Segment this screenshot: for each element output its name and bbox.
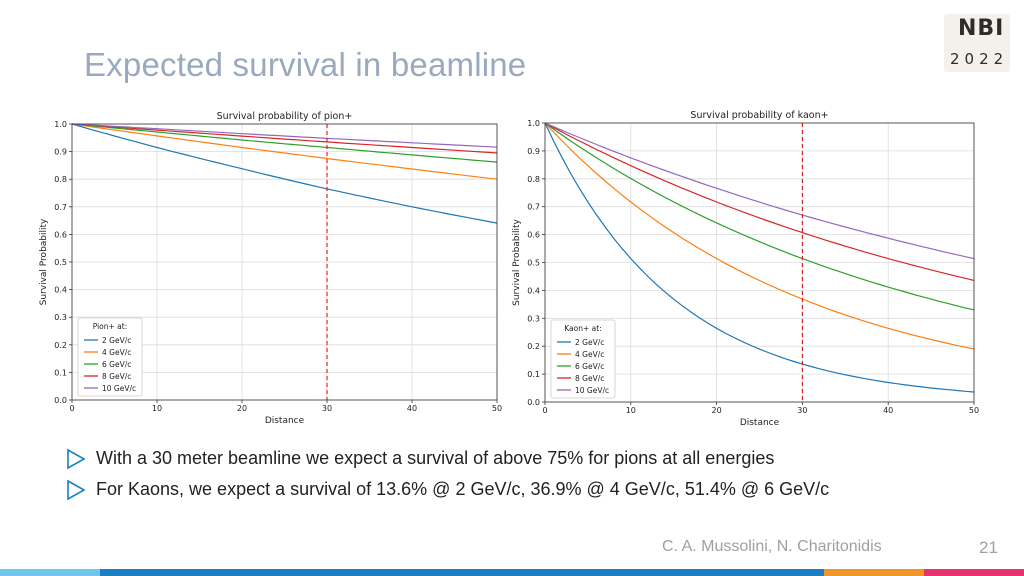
legend-entry: 10 GeV/c bbox=[575, 386, 610, 395]
footer-bar-segment bbox=[924, 569, 1024, 576]
x-tick-label: 50 bbox=[968, 406, 980, 415]
x-axis-label: Distance bbox=[739, 418, 780, 428]
y-tick-label: 0.1 bbox=[54, 368, 67, 378]
nbi-2022-logo bbox=[944, 14, 1010, 72]
y-tick-label: 0.0 bbox=[54, 396, 67, 405]
bullet-text: With a 30 meter beamline we expect a survival of above 75% for pions at all energies bbox=[96, 448, 775, 468]
x-tick-label: 0 bbox=[542, 406, 548, 415]
y-tick-label: 0.2 bbox=[527, 342, 540, 352]
legend-entry: 2 GeV/c bbox=[102, 336, 132, 345]
footer-authors: C. A. Mussolini, N. Charitonidis bbox=[662, 538, 882, 555]
x-tick-label: 40 bbox=[406, 404, 418, 413]
y-tick-label: 1.0 bbox=[54, 120, 67, 129]
x-tick-label: 0 bbox=[69, 404, 75, 413]
y-tick-label: 0.6 bbox=[527, 230, 540, 240]
y-axis-label: Survival Probability bbox=[39, 218, 49, 306]
x-tick-label: 30 bbox=[321, 404, 333, 413]
kaon-survival-chart bbox=[512, 104, 982, 430]
page-number: 21 bbox=[979, 538, 998, 557]
y-tick-label: 0.4 bbox=[527, 286, 540, 296]
footer-bar-segment bbox=[100, 569, 824, 576]
y-tick-label: 0.7 bbox=[527, 202, 540, 212]
y-tick-label: 1.0 bbox=[527, 119, 540, 128]
y-tick-label: 0.9 bbox=[54, 147, 67, 157]
y-tick-label: 0.9 bbox=[527, 146, 540, 156]
footer-bar-segment bbox=[824, 569, 924, 576]
y-tick-label: 0.8 bbox=[54, 175, 67, 185]
x-tick-label: 10 bbox=[625, 406, 636, 415]
legend-entry: 10 GeV/c bbox=[102, 384, 137, 393]
y-tick-label: 0.5 bbox=[54, 258, 67, 267]
legend-entry: 8 GeV/c bbox=[102, 372, 132, 381]
series-line-4gevc bbox=[545, 123, 974, 349]
triangle-bullet-icon bbox=[66, 478, 86, 502]
bullet-item bbox=[66, 443, 829, 474]
y-axis-label: Survival Probability bbox=[512, 219, 522, 306]
y-tick-label: 0.7 bbox=[54, 202, 67, 212]
x-tick-label: 30 bbox=[797, 406, 808, 415]
legend-entry: 6 GeV/c bbox=[575, 362, 605, 371]
chart-title: Survival probability of kaon+ bbox=[690, 110, 829, 121]
legend-entry: 4 GeV/c bbox=[575, 350, 605, 359]
bullet-text: For Kaons, we expect a survival of 13.6% @ 2 GeV/c, 36.9% @ 4 GeV/c, 51.4% @ 6 GeV/c bbox=[96, 479, 830, 499]
legend-entry: 8 GeV/c bbox=[575, 374, 605, 383]
y-tick-label: 0.1 bbox=[527, 370, 540, 380]
y-tick-label: 0.2 bbox=[54, 340, 67, 350]
legend-title: Pion+ at: bbox=[92, 322, 128, 331]
chart-title: Survival probability of pion+ bbox=[216, 111, 353, 122]
logo-text: NBI bbox=[958, 16, 1005, 41]
y-tick-label: 0.0 bbox=[527, 398, 540, 407]
y-tick-label: 0.6 bbox=[54, 230, 67, 240]
bullet-item bbox=[66, 474, 829, 505]
y-tick-label: 0.8 bbox=[527, 174, 540, 184]
x-tick-label: 40 bbox=[883, 406, 894, 415]
y-tick-label: 0.3 bbox=[54, 313, 67, 323]
triangle-bullet-icon bbox=[66, 447, 86, 471]
x-axis-label: Distance bbox=[264, 416, 305, 426]
y-tick-label: 0.3 bbox=[527, 314, 540, 324]
legend-entry: 2 GeV/c bbox=[575, 338, 605, 347]
series-line-6gevc bbox=[72, 124, 497, 162]
slide-title: Expected survival in beamline bbox=[84, 46, 527, 83]
legend-entry: 4 GeV/c bbox=[102, 348, 132, 357]
x-tick-label: 20 bbox=[236, 404, 248, 413]
series-line-8gevc bbox=[72, 124, 497, 153]
x-tick-label: 10 bbox=[151, 404, 163, 413]
y-tick-label: 0.4 bbox=[54, 285, 67, 295]
bullet-list bbox=[66, 443, 829, 505]
legend-entry: 6 GeV/c bbox=[102, 360, 132, 369]
y-tick-label: 0.5 bbox=[527, 258, 540, 268]
series-line-10gevc bbox=[545, 123, 974, 259]
legend-title: Kaon+ at: bbox=[564, 324, 602, 333]
x-tick-label: 50 bbox=[491, 404, 503, 413]
pion-survival-chart bbox=[36, 104, 506, 430]
x-tick-label: 20 bbox=[711, 406, 722, 415]
footer-bar-segment bbox=[0, 569, 100, 576]
logo-year: 2022 bbox=[950, 50, 1009, 68]
